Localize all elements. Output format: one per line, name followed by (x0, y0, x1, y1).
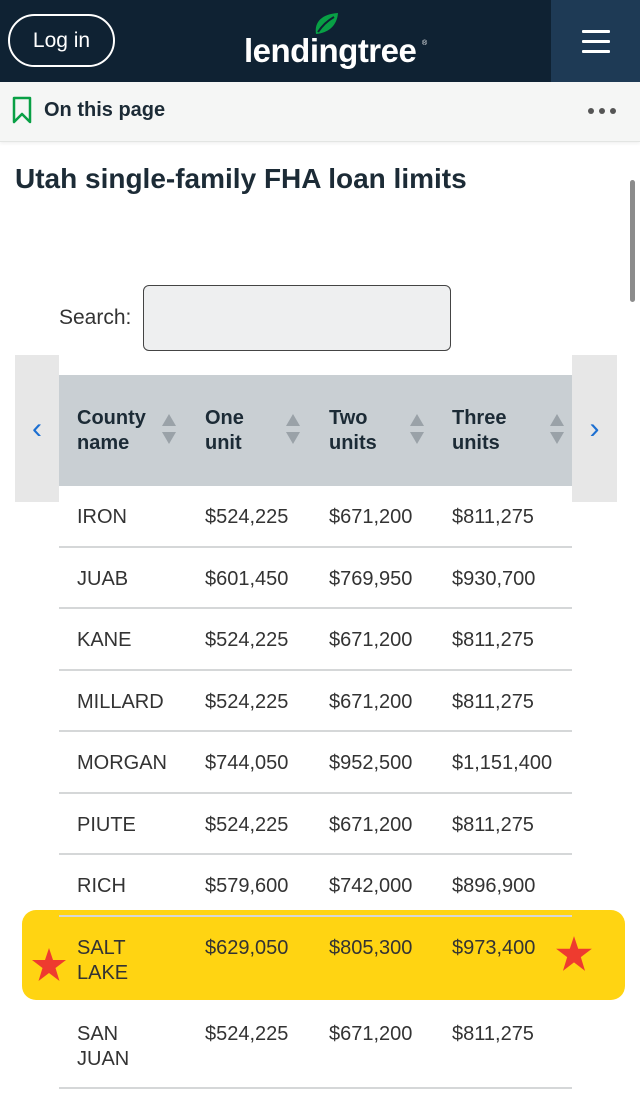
three-units-cell: $896,900 (452, 875, 536, 897)
one-unit-cell: $524,225 (205, 506, 289, 528)
table-header (59, 375, 572, 486)
table-row (59, 671, 572, 733)
county-cell: IRON (77, 506, 127, 528)
table-row (59, 732, 572, 794)
two-units-cell: $952,500 (329, 752, 413, 774)
county-cell: JUAB (77, 567, 129, 590)
more-dots-icon[interactable] (588, 108, 616, 114)
table-row-salt-lake (59, 917, 572, 1003)
hamburger-icon (582, 50, 610, 53)
chevron-left-icon: ‹ (32, 411, 42, 445)
county-cell: MILLARD (77, 690, 164, 713)
scrollbar[interactable] (630, 180, 635, 302)
chevron-right-icon: › (589, 411, 600, 445)
on-this-page-bar[interactable] (0, 82, 640, 142)
two-units-cell: $671,200 (329, 1022, 413, 1045)
one-unit-cell: $744,050 (205, 752, 289, 774)
sort-arrows-icon[interactable] (409, 412, 425, 446)
county-cell: MORGAN (77, 752, 167, 774)
star-icon (30, 946, 68, 984)
one-unit-cell: $601,450 (205, 567, 289, 590)
sort-arrows-icon[interactable] (285, 412, 301, 446)
table-row (59, 855, 572, 917)
one-unit-cell: $524,225 (205, 813, 289, 836)
hamburger-icon (582, 40, 610, 43)
three-units-cell: $811,275 (452, 506, 534, 528)
table-scroll-left-button[interactable] (15, 355, 59, 502)
table-row (59, 794, 572, 856)
page-title: Utah single-family FHA loan limits (15, 163, 467, 194)
two-units-cell: $671,200 (329, 813, 413, 836)
county-cell: RICH (77, 875, 126, 897)
two-units-cell: $671,200 (329, 506, 413, 528)
logo-trademark: ® (422, 40, 428, 47)
table-scroll-right-button[interactable] (572, 355, 617, 502)
one-unit-cell: $524,225 (205, 629, 289, 651)
one-unit-cell: $524,225 (205, 690, 289, 713)
county-cell: SAN JUAN (77, 1022, 130, 1070)
one-unit-cell: $524,225 (205, 1022, 289, 1045)
hamburger-icon (582, 30, 610, 33)
three-units-cell: $1,151,400 (452, 752, 553, 774)
sort-arrows-icon[interactable] (161, 412, 177, 446)
county-cell: SALT LAKE (77, 936, 129, 984)
hamburger-menu-button[interactable] (551, 0, 640, 82)
column-header-county[interactable]: County name (77, 407, 146, 454)
logo-text: lendingtree (244, 32, 417, 69)
table-row (59, 486, 572, 548)
column-header-three-units[interactable]: Three units (452, 407, 507, 454)
bookmark-icon (12, 96, 32, 124)
loan-limits-table (59, 375, 572, 1089)
three-units-cell: $811,275 (452, 813, 534, 836)
two-units-cell: $769,950 (329, 567, 413, 590)
column-header-one-unit[interactable]: One unit (205, 407, 244, 454)
table-row (59, 609, 572, 671)
two-units-cell: $805,300 (329, 936, 413, 959)
one-unit-cell: $579,600 (205, 875, 289, 897)
on-this-page-label: On this page (44, 99, 166, 121)
three-units-cell: $930,700 (452, 567, 536, 590)
three-units-cell: $811,275 (452, 629, 534, 651)
search-label: Search: (59, 306, 132, 329)
search-input[interactable] (143, 285, 451, 351)
one-unit-cell: $629,050 (205, 936, 289, 959)
county-cell: PIUTE (77, 813, 136, 836)
two-units-cell: $671,200 (329, 690, 413, 713)
top-header (0, 0, 640, 82)
three-units-cell: $811,275 (452, 1022, 534, 1045)
two-units-cell: $671,200 (329, 629, 413, 651)
two-units-cell: $742,000 (329, 875, 413, 897)
star-icon (554, 934, 594, 974)
table-row (59, 548, 572, 610)
login-button[interactable]: Log in (8, 14, 115, 67)
table-row (59, 1003, 572, 1089)
sort-arrows-icon[interactable] (549, 412, 565, 446)
county-cell: KANE (77, 629, 132, 651)
three-units-cell: $973,400 (452, 936, 536, 959)
three-units-cell: $811,275 (452, 690, 534, 713)
lendingtree-logo[interactable] (244, 14, 434, 70)
column-header-two-units[interactable]: Two units (329, 407, 377, 454)
